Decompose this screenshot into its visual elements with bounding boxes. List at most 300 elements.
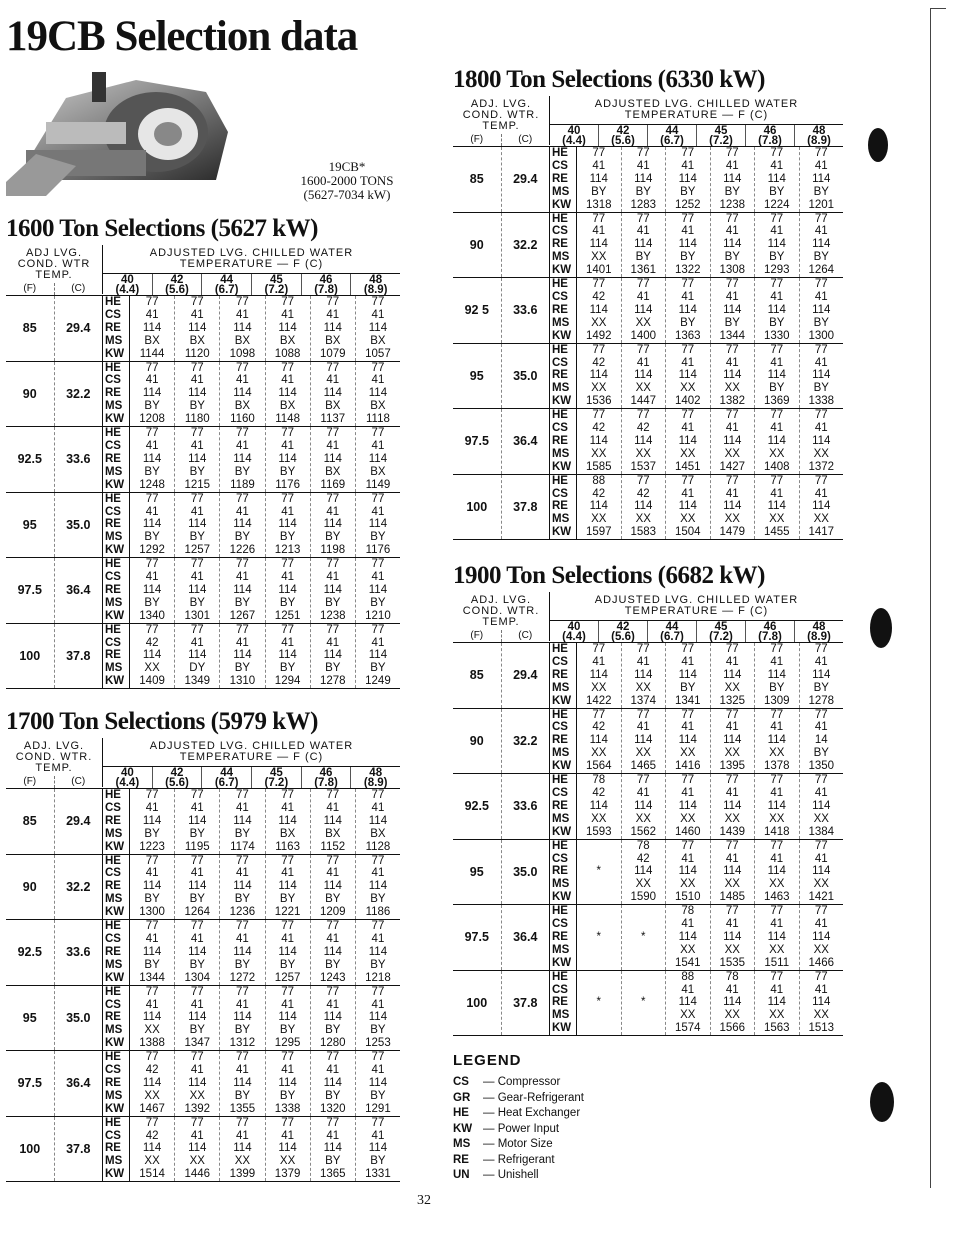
- value-column: [130, 920, 174, 985]
- table-cell: 41: [281, 1064, 294, 1077]
- table-cell: 77: [681, 774, 695, 787]
- temperature-column-header: [251, 274, 301, 295]
- table-cell: 114: [589, 369, 608, 382]
- table-cell: 41: [725, 786, 739, 799]
- value-column: [219, 920, 264, 985]
- cond-temp-f: 100: [19, 648, 41, 663]
- cond-temp-cell: [453, 409, 549, 474]
- table-cell: BY: [370, 596, 386, 609]
- value-column: [355, 1051, 400, 1116]
- cond-temp-cell: [6, 427, 102, 492]
- table-cell: 41: [190, 571, 204, 584]
- temperature-columns: [103, 273, 400, 295]
- cond-water-header: [453, 99, 549, 132]
- table-cell: BY: [189, 893, 205, 906]
- table-cell: 41: [814, 983, 828, 996]
- table-cell: 41: [236, 1129, 249, 1142]
- row-code: KW: [552, 956, 572, 969]
- table-cell: 41: [814, 356, 828, 369]
- table-cell: XX: [635, 447, 651, 460]
- row-code: MS: [552, 1009, 570, 1022]
- table-row-group: [6, 296, 400, 362]
- table-cell: 114: [723, 303, 742, 316]
- table-cell: 1118: [366, 413, 390, 426]
- row-code: RE: [552, 434, 568, 447]
- table-cell: 77: [770, 839, 784, 852]
- table-cell: 77: [636, 643, 650, 655]
- temperature-column-header: [696, 125, 745, 146]
- table-cell: XX: [635, 316, 651, 329]
- table-cell: XX: [680, 747, 696, 760]
- table-cell: 41: [725, 852, 739, 865]
- table-cell: 41: [770, 422, 784, 435]
- table-cell: 77: [725, 212, 739, 225]
- table-cell: 114: [812, 668, 831, 681]
- table-cell: 77: [326, 1051, 340, 1064]
- header-line: TEMP.: [35, 269, 73, 281]
- cond-temp-f: 95: [22, 517, 37, 532]
- table-cell: BY: [234, 531, 251, 544]
- row-code: RE: [552, 172, 568, 185]
- table-cell: 114: [589, 172, 608, 185]
- value-column: [710, 971, 755, 1036]
- table-cell: BY: [279, 662, 296, 675]
- table-cell: 114: [142, 1142, 162, 1155]
- table-cell: 41: [190, 636, 204, 649]
- value-column: [799, 475, 844, 540]
- table-cell: 77: [190, 789, 204, 801]
- temperature-columns: [103, 766, 400, 788]
- temperature-column-header: [550, 621, 598, 642]
- table-cell: 1350: [808, 760, 835, 773]
- table-cell: XX: [769, 513, 785, 526]
- table-cell: [577, 905, 621, 918]
- table-cell: 1201: [808, 198, 835, 211]
- table-cell: 77: [371, 427, 385, 440]
- cond-temp-c: 37.8: [54, 1117, 103, 1182]
- table-cell: 1467: [139, 1102, 165, 1115]
- value-column: [265, 493, 310, 558]
- table-cell: BY: [325, 1155, 341, 1168]
- table-cell: 114: [678, 434, 697, 447]
- table-cell: BY: [325, 596, 341, 609]
- table-cell: *: [641, 930, 646, 943]
- row-code: KW: [552, 760, 572, 773]
- code-column: [102, 493, 130, 558]
- table-cell: 1221: [274, 906, 301, 919]
- legend-desc: — Power Input: [483, 1122, 560, 1135]
- table-cell: BY: [325, 958, 341, 971]
- row-code: MS: [105, 400, 123, 413]
- table-cell: 77: [681, 839, 695, 852]
- table-cell: 1300: [808, 329, 835, 342]
- header-line: ADJUSTED LVG. CHILLED WATER: [594, 594, 799, 606]
- row-code: HE: [552, 905, 568, 918]
- table-cell: 77: [636, 708, 650, 721]
- table-cell: BX: [370, 465, 386, 478]
- value-column: [219, 427, 264, 492]
- cond-temp-f: 97.5: [17, 1076, 42, 1091]
- table-cell: 77: [770, 970, 784, 983]
- row-code: CS: [552, 290, 568, 303]
- table-cell: 77: [236, 492, 249, 505]
- row-code: MS: [552, 812, 570, 825]
- temp-f: 40: [120, 274, 134, 286]
- table-cell: 41: [725, 983, 739, 996]
- table-cell: 1137: [320, 413, 346, 426]
- value-column: [710, 840, 755, 905]
- value-column: [754, 840, 799, 905]
- value-columns: [130, 1051, 400, 1116]
- table-cell: 77: [636, 212, 650, 225]
- temperature-column-header: [301, 767, 351, 788]
- table-cell: 114: [142, 518, 162, 531]
- temp-f: 40: [567, 621, 581, 633]
- table-cell: 1152: [320, 840, 346, 853]
- row-code: KW: [105, 906, 125, 919]
- value-column: [355, 624, 400, 689]
- cond-temp-f: 97.5: [17, 583, 42, 598]
- table-cell: 77: [326, 296, 340, 308]
- table-cell: [622, 971, 666, 984]
- table-cell: 77: [190, 1116, 204, 1129]
- table-cell: BY: [144, 400, 160, 413]
- table-cell: 77: [770, 409, 784, 422]
- table-cell: XX: [591, 681, 607, 694]
- table-cell: BY: [813, 316, 829, 329]
- row-code: HE: [105, 1051, 121, 1064]
- value-column: [665, 774, 710, 839]
- table-cell: 77: [326, 623, 340, 636]
- table-cell: 114: [767, 434, 786, 447]
- table-cell: 114: [233, 452, 252, 465]
- table-cell: 1510: [674, 891, 701, 904]
- value-column: [355, 986, 400, 1051]
- temperature-column-header: [152, 767, 202, 788]
- table-cell: 114: [767, 668, 786, 681]
- row-code: CS: [105, 932, 121, 945]
- table-cell: 41: [326, 998, 340, 1011]
- value-column: [355, 789, 400, 854]
- table-cell: 77: [636, 774, 650, 787]
- table-cell: 1257: [274, 971, 301, 984]
- value-column: [754, 409, 799, 474]
- temperature-column-header: [647, 125, 696, 146]
- table-cell: BX: [370, 334, 386, 347]
- table-cell: 41: [814, 655, 828, 668]
- table-cell: BY: [144, 531, 160, 544]
- row-code: MS: [105, 958, 123, 971]
- value-column: [577, 409, 621, 474]
- table-cell: BY: [635, 251, 651, 264]
- row-code: CS: [105, 439, 121, 452]
- table-cell: 77: [281, 1116, 294, 1129]
- cond-temp-f: 90: [22, 386, 37, 401]
- table-cell: 114: [368, 583, 388, 596]
- temp-c: (8.9): [807, 631, 831, 643]
- table-cell: 114: [323, 880, 342, 893]
- value-column: [265, 1117, 310, 1182]
- table-cell: 1223: [139, 840, 165, 853]
- temp-f: 40: [120, 767, 134, 779]
- table-cell: 114: [188, 945, 207, 958]
- table-cell: 1479: [719, 526, 746, 539]
- table-cell: BX: [234, 400, 251, 413]
- row-code: MS: [105, 596, 123, 609]
- row-code: HE: [552, 643, 568, 655]
- table-cell: 41: [145, 932, 159, 945]
- table-cell: 114: [723, 434, 742, 447]
- value-column: [754, 213, 799, 278]
- table-cell: 41: [814, 225, 828, 238]
- table-row-group: [453, 643, 843, 709]
- table-cell: BX: [325, 827, 341, 840]
- table-row-group: [6, 920, 400, 986]
- value-column: [174, 1117, 219, 1182]
- table-cell: 41: [236, 636, 249, 649]
- table-cell: 114: [188, 1076, 207, 1089]
- value-columns: [130, 427, 400, 492]
- value-column: [355, 558, 400, 623]
- temperature-column-header: [745, 125, 794, 146]
- value-column: [754, 971, 799, 1036]
- unit-c-label: (C): [54, 283, 103, 295]
- value-column: [265, 427, 310, 492]
- table-cell: 77: [190, 558, 204, 571]
- table-cell: BY: [144, 596, 160, 609]
- temp-c: (6.7): [214, 777, 239, 789]
- code-column: [102, 624, 130, 689]
- row-code: CS: [105, 636, 121, 649]
- table-cell: 114: [278, 452, 297, 465]
- table-cell: BY: [591, 185, 607, 198]
- table-cell: [577, 853, 621, 866]
- table-cell: 114: [323, 583, 342, 596]
- table-cell: 77: [281, 296, 294, 308]
- table-cell: 114: [233, 583, 252, 596]
- chilled-water-header: [549, 592, 843, 641]
- cond-water-header: [6, 248, 102, 281]
- row-code: CS: [105, 571, 121, 584]
- binder-hole-mark: [870, 1082, 894, 1122]
- table-cell: 1466: [808, 956, 835, 969]
- legend-code: MS: [453, 1138, 471, 1150]
- table-cell: 114: [188, 583, 207, 596]
- table-cell: 41: [326, 505, 340, 518]
- row-code: RE: [105, 880, 121, 893]
- table-cell: 77: [236, 1116, 249, 1129]
- table-cell: 77: [145, 920, 159, 933]
- row-code: MS: [552, 316, 570, 329]
- table-cell: 114: [278, 1076, 297, 1089]
- table-cell: 77: [145, 623, 159, 636]
- temp-f: 44: [665, 621, 679, 633]
- table-cell: 114: [368, 518, 388, 531]
- row-code: CS: [105, 801, 121, 814]
- value-column: [130, 624, 174, 689]
- section-1900: [453, 562, 843, 1036]
- table-cell: XX: [769, 812, 785, 825]
- value-column: [665, 475, 710, 540]
- value-column: [577, 475, 621, 540]
- temp-c: (7.2): [709, 135, 733, 147]
- page-edge-line: [930, 8, 946, 9]
- table-cell: [577, 971, 621, 984]
- temp-c: (7.2): [709, 631, 733, 643]
- table-cell: 77: [145, 1116, 159, 1129]
- table-cell: 42: [636, 422, 650, 435]
- value-column: [130, 986, 174, 1051]
- temperature-column-header: [103, 274, 152, 295]
- temperature-column-header: [251, 767, 301, 788]
- table-cell: 41: [371, 1064, 385, 1077]
- value-column: [355, 920, 400, 985]
- binder-hole-mark: [868, 128, 888, 162]
- table-cell: 77: [145, 789, 159, 801]
- table-cell: 41: [145, 374, 159, 387]
- table-cell: 114: [723, 369, 742, 382]
- table-cell: 1264: [184, 906, 211, 919]
- table-cell: 41: [725, 356, 739, 369]
- row-code: RE: [105, 518, 121, 531]
- table-cell: 77: [326, 985, 340, 998]
- table-row-group: [6, 1051, 400, 1117]
- table-cell: BY: [144, 465, 160, 478]
- table-cell: 41: [681, 918, 695, 931]
- table-cell: [622, 905, 666, 918]
- cond-temp-cell: [453, 840, 549, 905]
- table-cell: 77: [770, 708, 784, 721]
- table-cell: 77: [326, 558, 340, 571]
- table-cell: 1295: [274, 1037, 301, 1050]
- cond-temp-f: 85: [469, 668, 484, 683]
- value-column: [130, 1051, 174, 1116]
- section-title: 1800 Ton Selections (6330 kW): [453, 66, 765, 93]
- header-line: ADJ. LVG.: [23, 740, 85, 752]
- table-cell: 114: [767, 500, 786, 513]
- table-cell: BX: [234, 334, 251, 347]
- table-row-group: [453, 213, 843, 279]
- table-cell: 41: [681, 225, 695, 238]
- table-cell: 77: [371, 296, 385, 308]
- row-code: MS: [105, 662, 123, 675]
- legend-desc: — Gear-Refrigerant: [483, 1091, 584, 1104]
- table-cell: 1163: [275, 840, 300, 853]
- table-cell: 114: [323, 1142, 342, 1155]
- table-cell: BY: [769, 382, 785, 395]
- temp-c: (7.8): [314, 284, 338, 296]
- table-cell: 77: [725, 409, 739, 422]
- table-cell: 1401: [585, 264, 612, 277]
- table-cell: 77: [281, 920, 294, 933]
- table-cell: BY: [234, 1089, 251, 1102]
- cond-temp-c: 37.8: [501, 971, 550, 1036]
- code-column: [549, 278, 577, 343]
- table-cell: BY: [189, 958, 205, 971]
- table-cell: 114: [142, 583, 162, 596]
- row-code: RE: [552, 865, 568, 878]
- temp-f: 40: [567, 125, 581, 137]
- table-cell: 41: [592, 225, 606, 238]
- table-cell: 1238: [719, 198, 746, 211]
- cond-temp-f: 90: [469, 733, 484, 748]
- table-cell: 41: [236, 998, 249, 1011]
- value-columns: [130, 855, 400, 920]
- row-code: MS: [552, 513, 570, 526]
- table-cell: 77: [592, 278, 606, 291]
- table-cell: 1218: [365, 971, 391, 984]
- table-cell: 77: [725, 774, 739, 787]
- value-column: [265, 986, 310, 1051]
- code-column: [549, 147, 577, 212]
- table-cell: 41: [814, 786, 828, 799]
- table-cell: 1361: [630, 264, 657, 277]
- table-cell: 1378: [763, 760, 790, 773]
- table-cell: 114: [278, 1011, 297, 1024]
- table-cell: 1318: [585, 198, 612, 211]
- temp-c: (8.9): [363, 777, 388, 789]
- value-column: [665, 409, 710, 474]
- value-column: [665, 905, 710, 970]
- table-cell: 41: [371, 801, 385, 814]
- table-cell: 77: [725, 839, 739, 852]
- table-cell: 114: [678, 303, 697, 316]
- code-column: [102, 920, 130, 985]
- value-column: [799, 147, 844, 212]
- table-cell: 114: [188, 814, 207, 827]
- temp-f: 48: [812, 125, 826, 137]
- row-code: MS: [105, 334, 123, 347]
- table-cell: BY: [680, 681, 696, 694]
- table-cell: 42: [145, 636, 159, 649]
- legend-code: KW: [453, 1122, 473, 1135]
- table-cell: 41: [725, 225, 739, 238]
- table-cell: 1372: [808, 460, 835, 473]
- table-cell: XX: [769, 1009, 785, 1022]
- cond-temp-c: 29.4: [501, 147, 550, 212]
- header-line: ADJ. LVG.: [470, 594, 532, 606]
- temp-f: 48: [369, 767, 383, 779]
- table-cell: 77: [281, 854, 294, 867]
- row-code: KW: [105, 478, 125, 491]
- row-code: KW: [105, 675, 125, 688]
- table-cell: 77: [725, 708, 739, 721]
- table-cell: 77: [371, 1051, 385, 1064]
- cond-temp-f: 100: [19, 1141, 41, 1156]
- table-cell: 77: [326, 789, 340, 801]
- table-cell: 77: [814, 839, 828, 852]
- table-cell: 114: [767, 799, 786, 812]
- table-cell: 77: [681, 643, 695, 655]
- table-cell: 114: [678, 668, 697, 681]
- table-cell: 42: [592, 786, 606, 799]
- table-cell: 77: [814, 212, 828, 225]
- table-cell: 114: [589, 238, 608, 251]
- value-column: [577, 774, 621, 839]
- value-column: [621, 840, 666, 905]
- table-cell: 42: [145, 1129, 159, 1142]
- table-cell: 41: [190, 1129, 204, 1142]
- table-cell: 77: [681, 343, 695, 356]
- cond-temp-c: 33.6: [501, 774, 550, 839]
- table-cell: 1294: [274, 675, 301, 688]
- temp-c: (8.9): [363, 284, 388, 296]
- temp-f: 44: [220, 274, 234, 286]
- table-cell: 1253: [365, 1037, 391, 1050]
- temperature-column-header: [598, 621, 647, 642]
- table-cell: 42: [592, 356, 606, 369]
- table-cell: 41: [681, 852, 695, 865]
